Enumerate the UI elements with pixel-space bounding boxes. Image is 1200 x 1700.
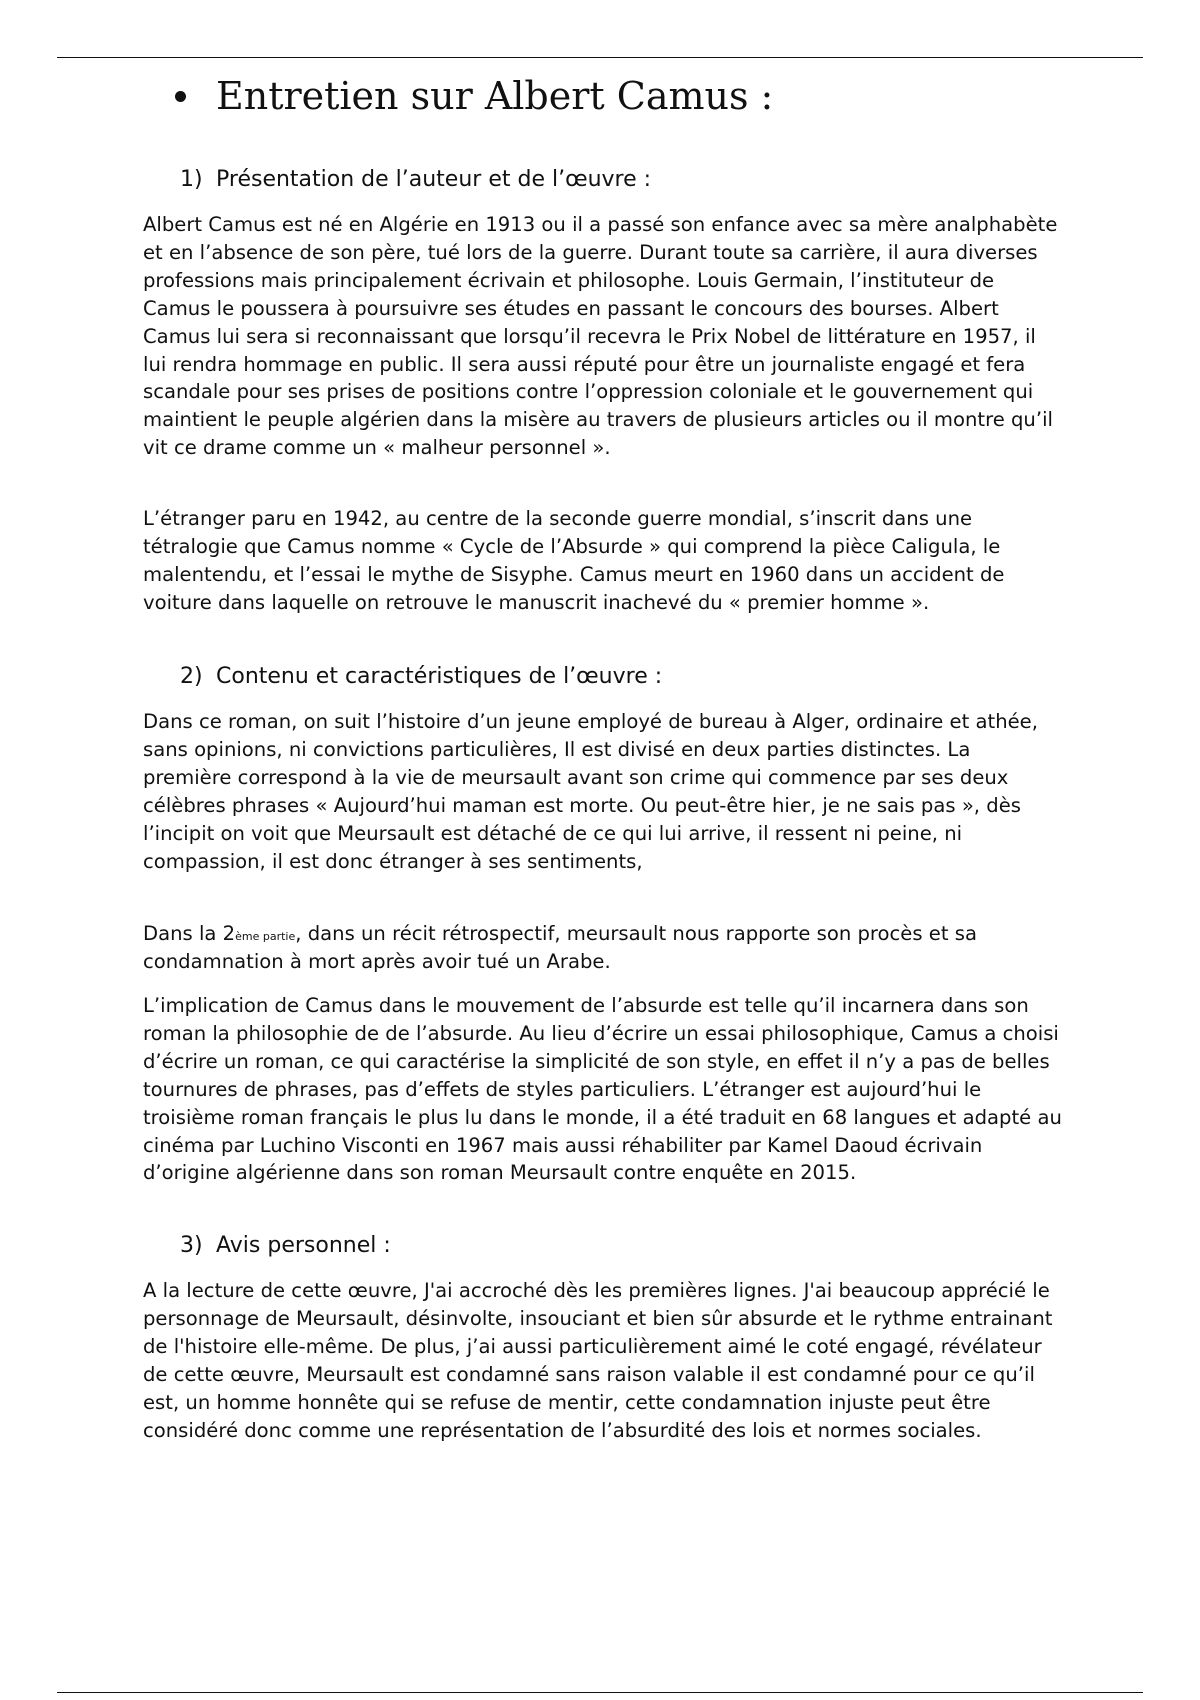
document-title-text: Entretien sur Albert Camus : (216, 74, 774, 118)
bullet-icon (175, 91, 186, 102)
section-2-heading (180, 661, 662, 693)
section-1-number: 1) (180, 167, 203, 192)
section-1-heading-text: Présentation de l’auteur et de l’œuvre : (216, 167, 652, 192)
section-2-paragraph-2-rest: , dans un récit rétrospectif, meursault nous rapporte son procès et sa condamnation à mort après avoir tué un Arabe. (143, 922, 977, 973)
section-2-paragraph-1: Dans ce roman, on suit l’histoire d’un jeune employé de bureau à Alger, ordinaire et athée, sans opinions, ni convictions particulières, Il est divisé en deux parties distinctes. La première correspond à la vie de meursault avant son crime qui commence par ses deux célèbres phrases « Aujourd’hui maman est morte. Ou peut-être hier, je ne sais pas », dès l’incipit on voit que Meursault est détaché de ce qui lui arrive, il ressent ni peine, ni compassion, il est donc étranger à ses sentiments, (143, 710, 1038, 873)
section-1-paragraph-1: Albert Camus est né en Algérie en 1913 ou il a passé son enfance avec sa mère analphabète et en l’absence de son père, tué lors de la guerre. Durant toute sa carrière, il aura diverses professions mais principalement écrivain et philosophe. Louis Germain, l’instituteur de Camus le poussera à poursuivre ses études en passant le concours des bourses. Albert Camus lui sera si reconnaissant que lorsqu’il recevra le Prix Nobel de littérature en 1957, il lui rendra hommage en public. Il sera aussi réputé pour être un journaliste engagé et fera scandale pour ses prises de positions contre l’oppression coloniale et le gouvernement qui maintient le peuple algérien dans la misère au travers de plusieurs articles ou il montre qu’il vit ce drame comme un « malheur personnel ». (143, 213, 1058, 460)
document-title (175, 68, 773, 124)
top-rule (57, 57, 1143, 58)
section-2-paragraph-2-start: Dans la 2 (143, 922, 236, 945)
section-1-heading (180, 164, 651, 196)
superscript-partie: ème partie (235, 930, 296, 943)
section-2-paragraph-2 (143, 920, 1063, 976)
section-3-number: 3) (180, 1233, 203, 1258)
section-2-heading-text: Contenu et caractéristiques de l’œuvre : (216, 664, 663, 689)
bottom-rule (57, 1692, 1143, 1693)
section-1-paragraph-2: L’étranger paru en 1942, au centre de la seconde guerre mondial, s’inscrit dans une tétralogie que Camus nomme « Cycle de l’Absurde » qui comprend la pièce Caligula, le malentendu, et l’essai le mythe de Sisyphe. Camus meurt en 1960 dans un accident de voiture dans laquelle on retrouve le manuscrit inachevé du « premier homme ». (143, 507, 1005, 614)
section-2-paragraph-3: L’implication de Camus dans le mouvement de l’absurde est telle qu’il incarnera dans son roman la philosophie de de l’absurde. Au lieu d’écrire un essai philosophique, Camus a choisi d’écrire un roman, ce qui caractérise la simplicité de son style, en effet il n’y a pas de belles tournures de phrases, pas d’effets de styles particuliers. L’étranger est aujourd’hui le troisième roman français le plus lu dans le monde, il a été traduit en 68 langues et adapté au cinéma par Luchino Visconti en 1967 mais aussi réhabiliter par Kamel Daoud écrivain d’origine algérienne dans son roman Meursault contre enquête en 2015. (143, 994, 1062, 1185)
section-3-heading (180, 1230, 391, 1262)
section-2-number: 2) (180, 664, 203, 689)
section-3-paragraph-1: A la lecture de cette œuvre, J'ai accroché dès les premières lignes. J'ai beaucoup apprécié le personnage de Meursault, désinvolte, insouciant et bien sûr absurde et le rythme entrainant de l'histoire elle-même. De plus, j’ai aussi particulièrement aimé le coté engagé, révélateur de cette œuvre, Meursault est condamné sans raison valable il est condamné pour ce qu’il est, un homme honnête qui se refuse de mentir, cette condamnation injuste peut être considéré donc comme une représentation de l’absurdité des lois et normes sociales. (143, 1279, 1053, 1442)
section-3-heading-text: Avis personnel : (216, 1233, 391, 1258)
